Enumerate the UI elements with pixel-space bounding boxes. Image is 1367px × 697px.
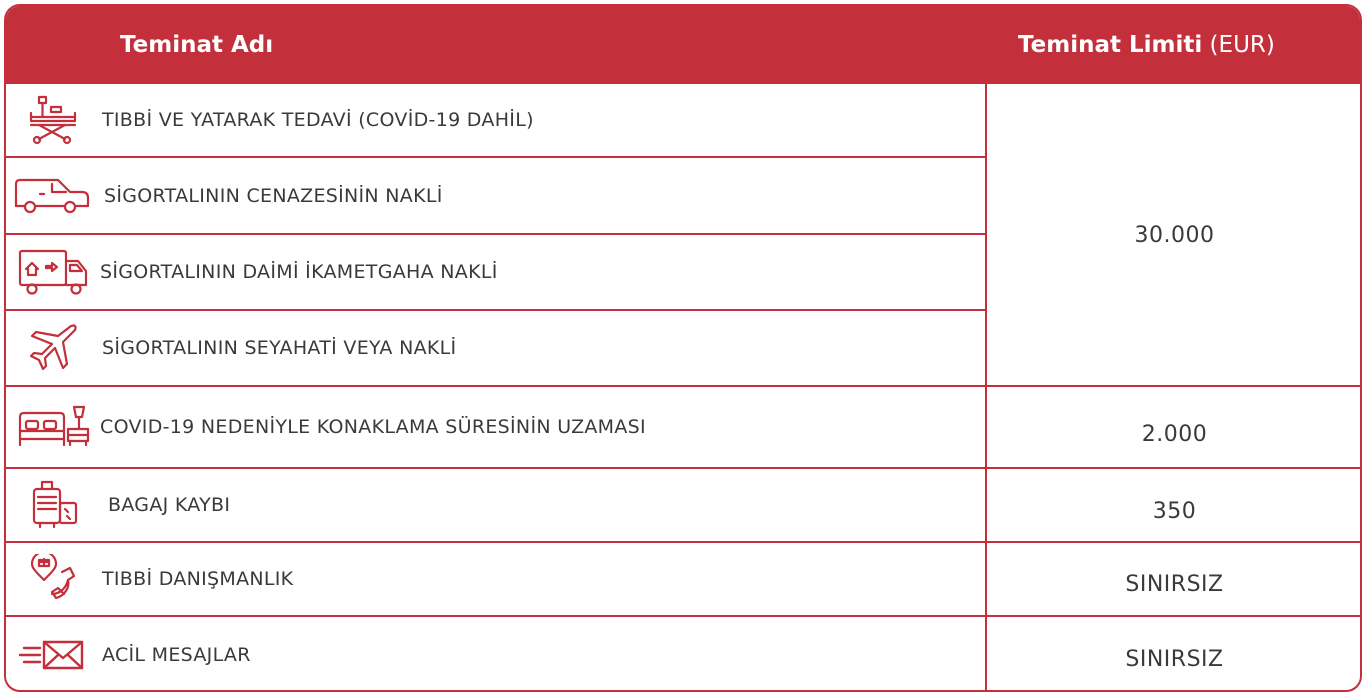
- table-row: [6, 387, 646, 467]
- hearse-icon: [12, 171, 92, 221]
- coverage-label: SİGORTALININ CENAZESİNİN NAKLİ: [104, 184, 443, 207]
- limit-value: SINIRSIZ: [1125, 572, 1224, 597]
- table-row: [6, 158, 443, 233]
- coverage-label: SİGORTALININ SEYAHATİ VEYA NAKLİ: [102, 337, 457, 359]
- limit-header-unit: (EUR): [1202, 32, 1275, 58]
- fast-mail-icon: [18, 630, 88, 680]
- moving-truck-icon: [16, 247, 92, 297]
- coverage-label: TIBBİ DANIŞMANLIK: [102, 568, 294, 590]
- medical-phone-icon: [22, 554, 84, 604]
- coverage-label: COVID-19 NEDENİYLE KONAKLAMA SÜRESİNİN UZAMASI: [100, 416, 646, 438]
- table-header: [6, 6, 1360, 84]
- luggage-icon: [24, 480, 86, 530]
- coverage-table: [4, 4, 1362, 692]
- coverage-label: ACİL MESAJLAR: [102, 643, 251, 666]
- column-header-name: Teminat Adı: [120, 32, 274, 58]
- coverage-label: TIBBİ VE YATARAK TEDAVİ (COVİD-19 DAHİL): [102, 109, 534, 131]
- table-row: [6, 84, 534, 156]
- coverage-label: BAGAJ KAYBI: [108, 494, 231, 516]
- limit-header-label: Teminat Limiti: [1018, 32, 1203, 58]
- airplane-icon: [22, 323, 84, 373]
- column-header-limit: [1018, 6, 1275, 84]
- limit-value: 2.000: [1141, 421, 1208, 447]
- table-row: [6, 543, 293, 615]
- limit-value: 350: [1152, 498, 1197, 524]
- limit-value: SINIRSIZ: [1125, 646, 1224, 672]
- table-row: [6, 469, 230, 541]
- table-row: [6, 235, 498, 309]
- hotel-bed-icon: [16, 402, 90, 452]
- limit-value: 30.000: [1134, 223, 1215, 248]
- table-row: [6, 311, 456, 385]
- hospital-bed-icon: [22, 95, 84, 145]
- table-row: [6, 617, 251, 692]
- coverage-label: SİGORTALININ DAİMİ İKAMETGAHA NAKLİ: [100, 261, 498, 283]
